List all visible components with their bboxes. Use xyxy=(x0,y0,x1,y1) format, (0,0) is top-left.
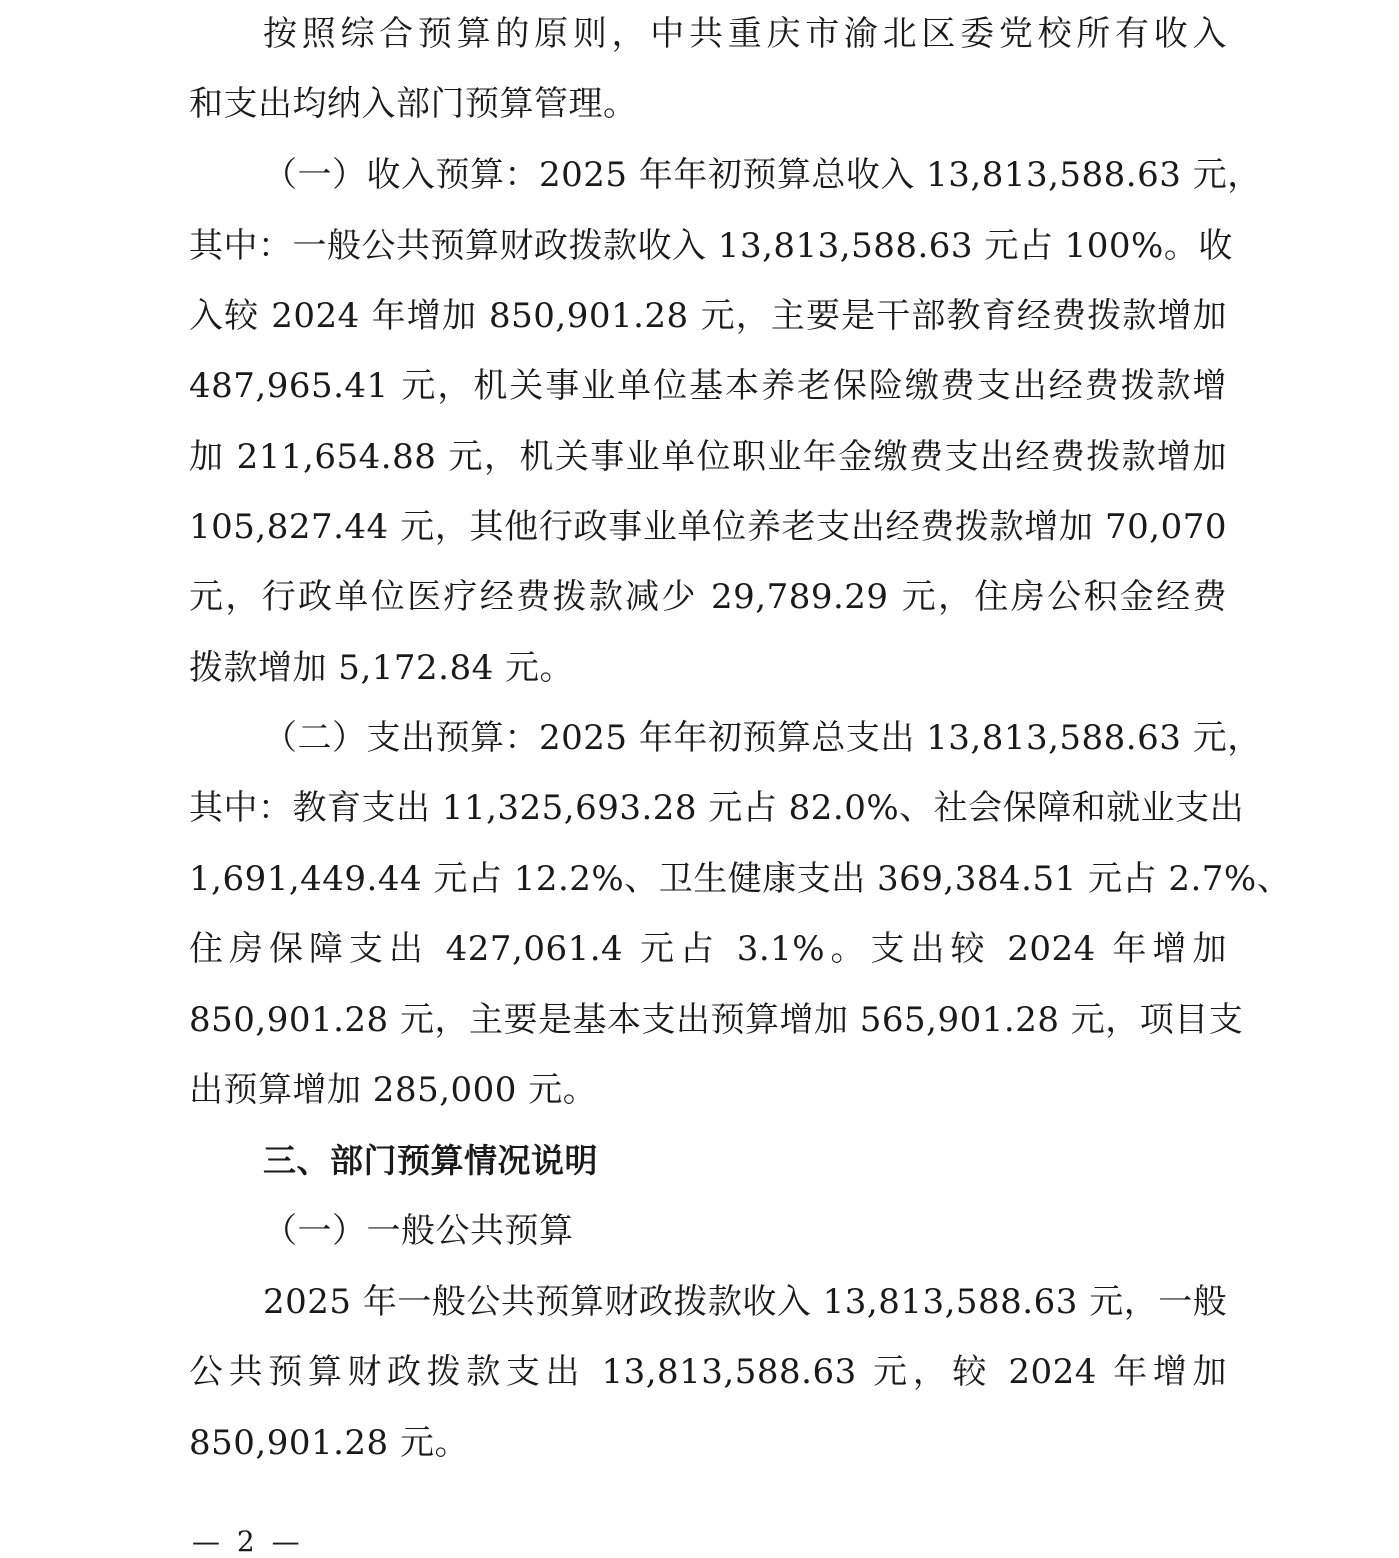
expense-budget-line-4: 住房保障支出 427,061.4 元占 3.1%。支出较 2024 年增加 xyxy=(189,929,1227,969)
public-budget-line-1: 2025 年一般公共预算财政拨款收入 13,813,588.63 元，一般 xyxy=(263,1282,1228,1322)
expense-budget-line-2: 其中：教育支出 11,325,693.28 元占 82.0%、社会保障和就业支出 xyxy=(189,788,1245,828)
page-number: — 2 — xyxy=(192,1525,304,1558)
expense-budget-line-3: 1,691,449.44 元占 12.2%、卫生健康支出 369,384.51 元占 2.7%、 xyxy=(189,859,1292,899)
income-budget-line-4: 487,965.41 元，机关事业单位基本养老保险缴费支出经费拨款增 xyxy=(189,366,1227,406)
income-budget-line-6: 105,827.44 元，其他行政事业单位养老支出经费拨款增加 70,070 xyxy=(189,507,1227,547)
income-budget-line-3: 入较 2024 年增加 850,901.28 元，主要是干部教育经费拨款增加 xyxy=(189,296,1227,336)
income-budget-line-5: 加 211,654.88 元，机关事业单位职业年金缴费支出经费拨款增加 xyxy=(189,437,1227,477)
expense-budget-line-1: （二）支出预算：2025 年年初预算总支出 13,813,588.63 元， xyxy=(263,718,1262,758)
subsection-heading: （一）一般公共预算 xyxy=(263,1211,574,1251)
public-budget-line-2: 公共预算财政拨款支出 13,813,588.63 元，较 2024 年增加 xyxy=(189,1352,1227,1392)
paragraph-intro-line-1: 按照综合预算的原则，中共重庆市渝北区委党校所有收入 xyxy=(263,14,1227,54)
income-budget-line-7: 元，行政单位医疗经费拨款减少 29,789.29 元，住房公积金经费 xyxy=(189,577,1227,617)
income-budget-line-8: 拨款增加 5,172.84 元。 xyxy=(189,648,575,688)
income-budget-line-2: 其中：一般公共预算财政拨款收入 13,813,588.63 元占 100%。收 xyxy=(189,226,1233,266)
expense-budget-line-5: 850,901.28 元，主要是基本支出预算增加 565,901.28 元，项目支 xyxy=(189,1000,1244,1040)
paragraph-intro-line-2: 和支出均纳入部门预算管理。 xyxy=(189,84,638,124)
section-heading: 三、部门预算情况说明 xyxy=(263,1141,598,1180)
expense-budget-line-6: 出预算增加 285,000 元。 xyxy=(189,1070,598,1110)
income-budget-line-1: （一）收入预算：2025 年年初预算总收入 13,813,588.63 元， xyxy=(263,155,1262,195)
public-budget-line-3: 850,901.28 元。 xyxy=(189,1423,469,1463)
